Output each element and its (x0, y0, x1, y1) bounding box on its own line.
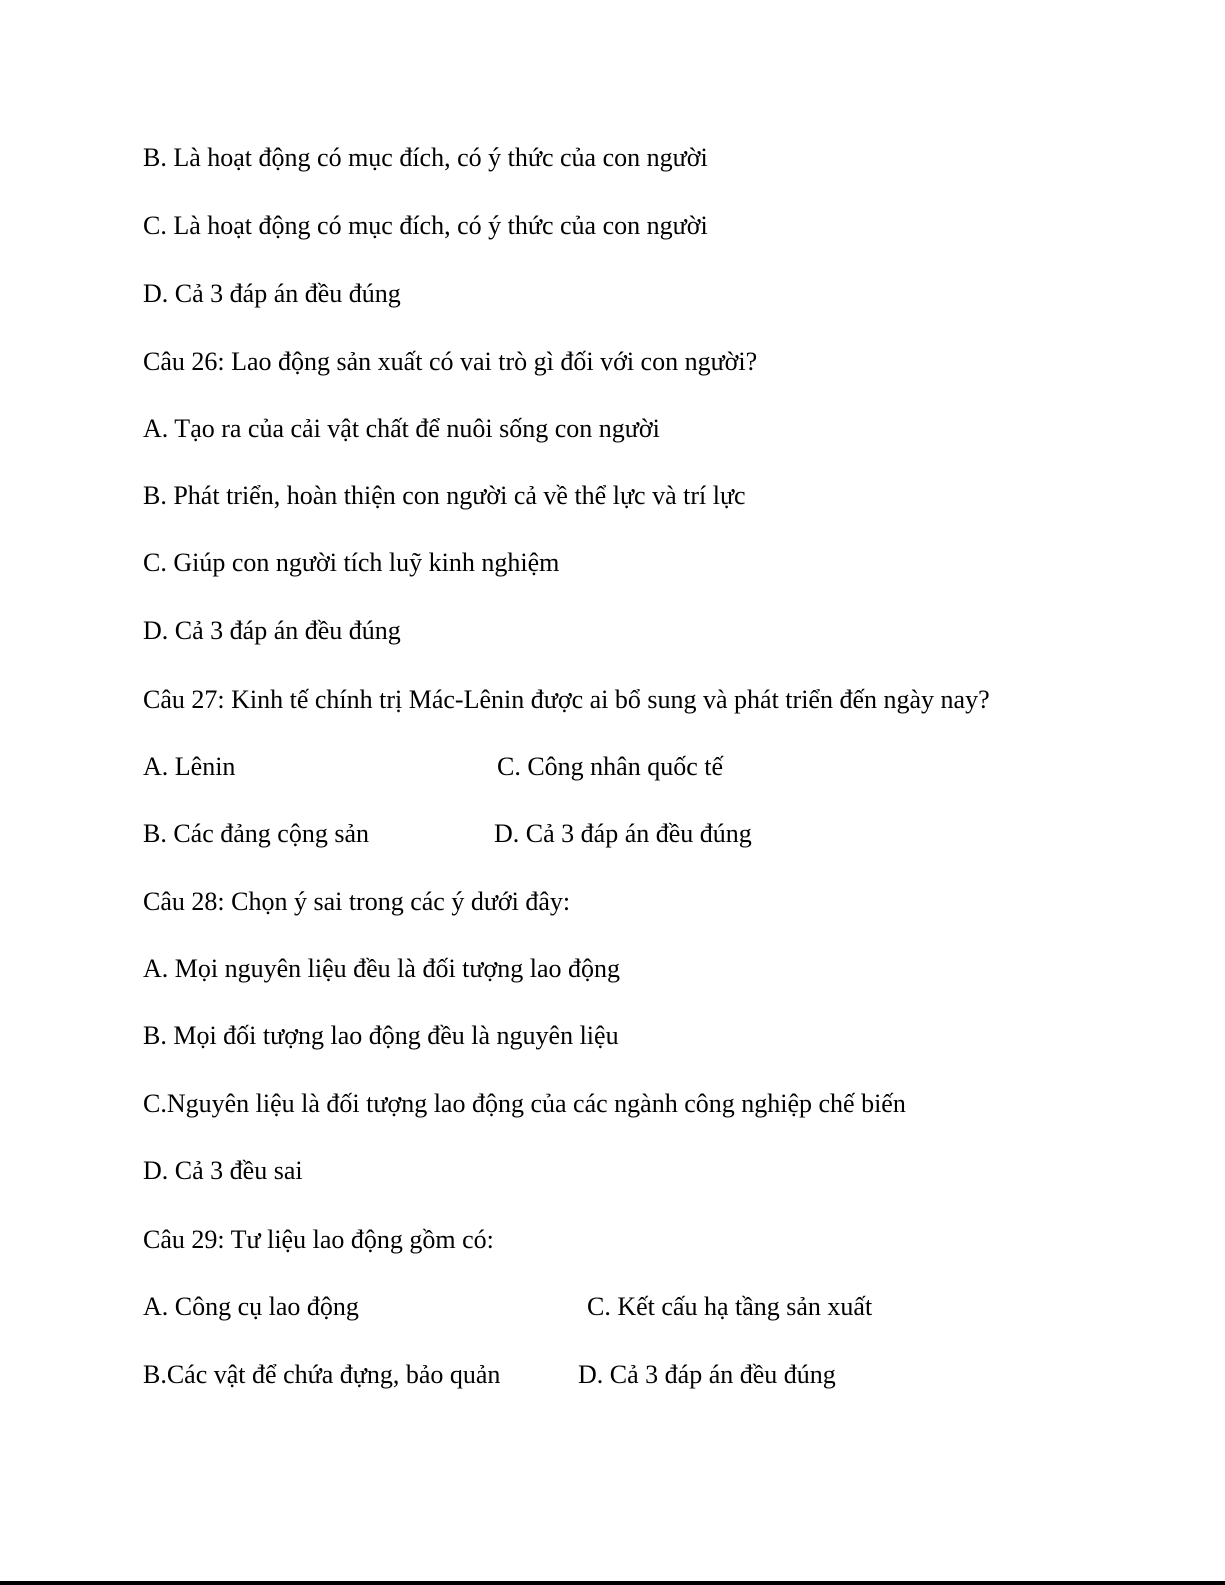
q26-option-a: A. Tạo ra của cải vật chất để nuôi sống con người (143, 414, 660, 443)
q27-option-c: C. Công nhân quốc tế (497, 752, 724, 781)
q26-option-d: D. Cả 3 đáp án đều đúng (143, 616, 401, 645)
q29-option-a: A. Công cụ lao động (143, 1292, 359, 1321)
q26-option-c: C. Giúp con người tích luỹ kinh nghiệm (143, 548, 560, 577)
q27-option-b: B. Các đảng cộng sản (143, 819, 370, 848)
q29-option-b: B.Các vật để chứa đựng, bảo quản (143, 1360, 501, 1389)
q28-question: Câu 28: Chọn ý sai trong các ý dưới đây: (143, 887, 571, 916)
q27-option-d: D. Cả 3 đáp án đều đúng (494, 819, 752, 848)
q28-option-b: B. Mọi đối tượng lao động đều là nguyên liệu (143, 1021, 619, 1050)
q28-option-c: C.Nguyên liệu là đối tượng lao động của các ngành công nghiệp chế biến (143, 1089, 906, 1118)
q26-option-b: B. Phát triển, hoàn thiện con người cả về thể lực và trí lực (143, 481, 746, 510)
q27-option-a: A. Lênin (143, 752, 236, 781)
q29-option-c: C. Kết cấu hạ tầng sản xuất (587, 1292, 873, 1321)
q28-option-a: A. Mọi nguyên liệu đều là đối tượng lao động (143, 954, 621, 983)
q29-option-d: D. Cả 3 đáp án đều đúng (578, 1360, 836, 1389)
q27-question: Câu 27: Kinh tế chính trị Mác-Lênin được ai bổ sung và phát triển đến ngày nay? (143, 685, 990, 714)
q25-option-d: D. Cả 3 đáp án đều đúng (143, 279, 401, 308)
q25-option-b: B. Là hoạt động có mục đích, có ý thức của con người (143, 143, 708, 172)
q29-question: Câu 29: Tư liệu lao động gồm có: (143, 1225, 494, 1254)
q26-question: Câu 26: Lao động sản xuất có vai trò gì đối với con người? (143, 347, 758, 376)
page-bottom-border (0, 1581, 1225, 1585)
q25-option-c: C. Là hoạt động có mục đích, có ý thức của con người (143, 211, 708, 240)
q28-option-d: D. Cả 3 đều sai (143, 1156, 303, 1185)
